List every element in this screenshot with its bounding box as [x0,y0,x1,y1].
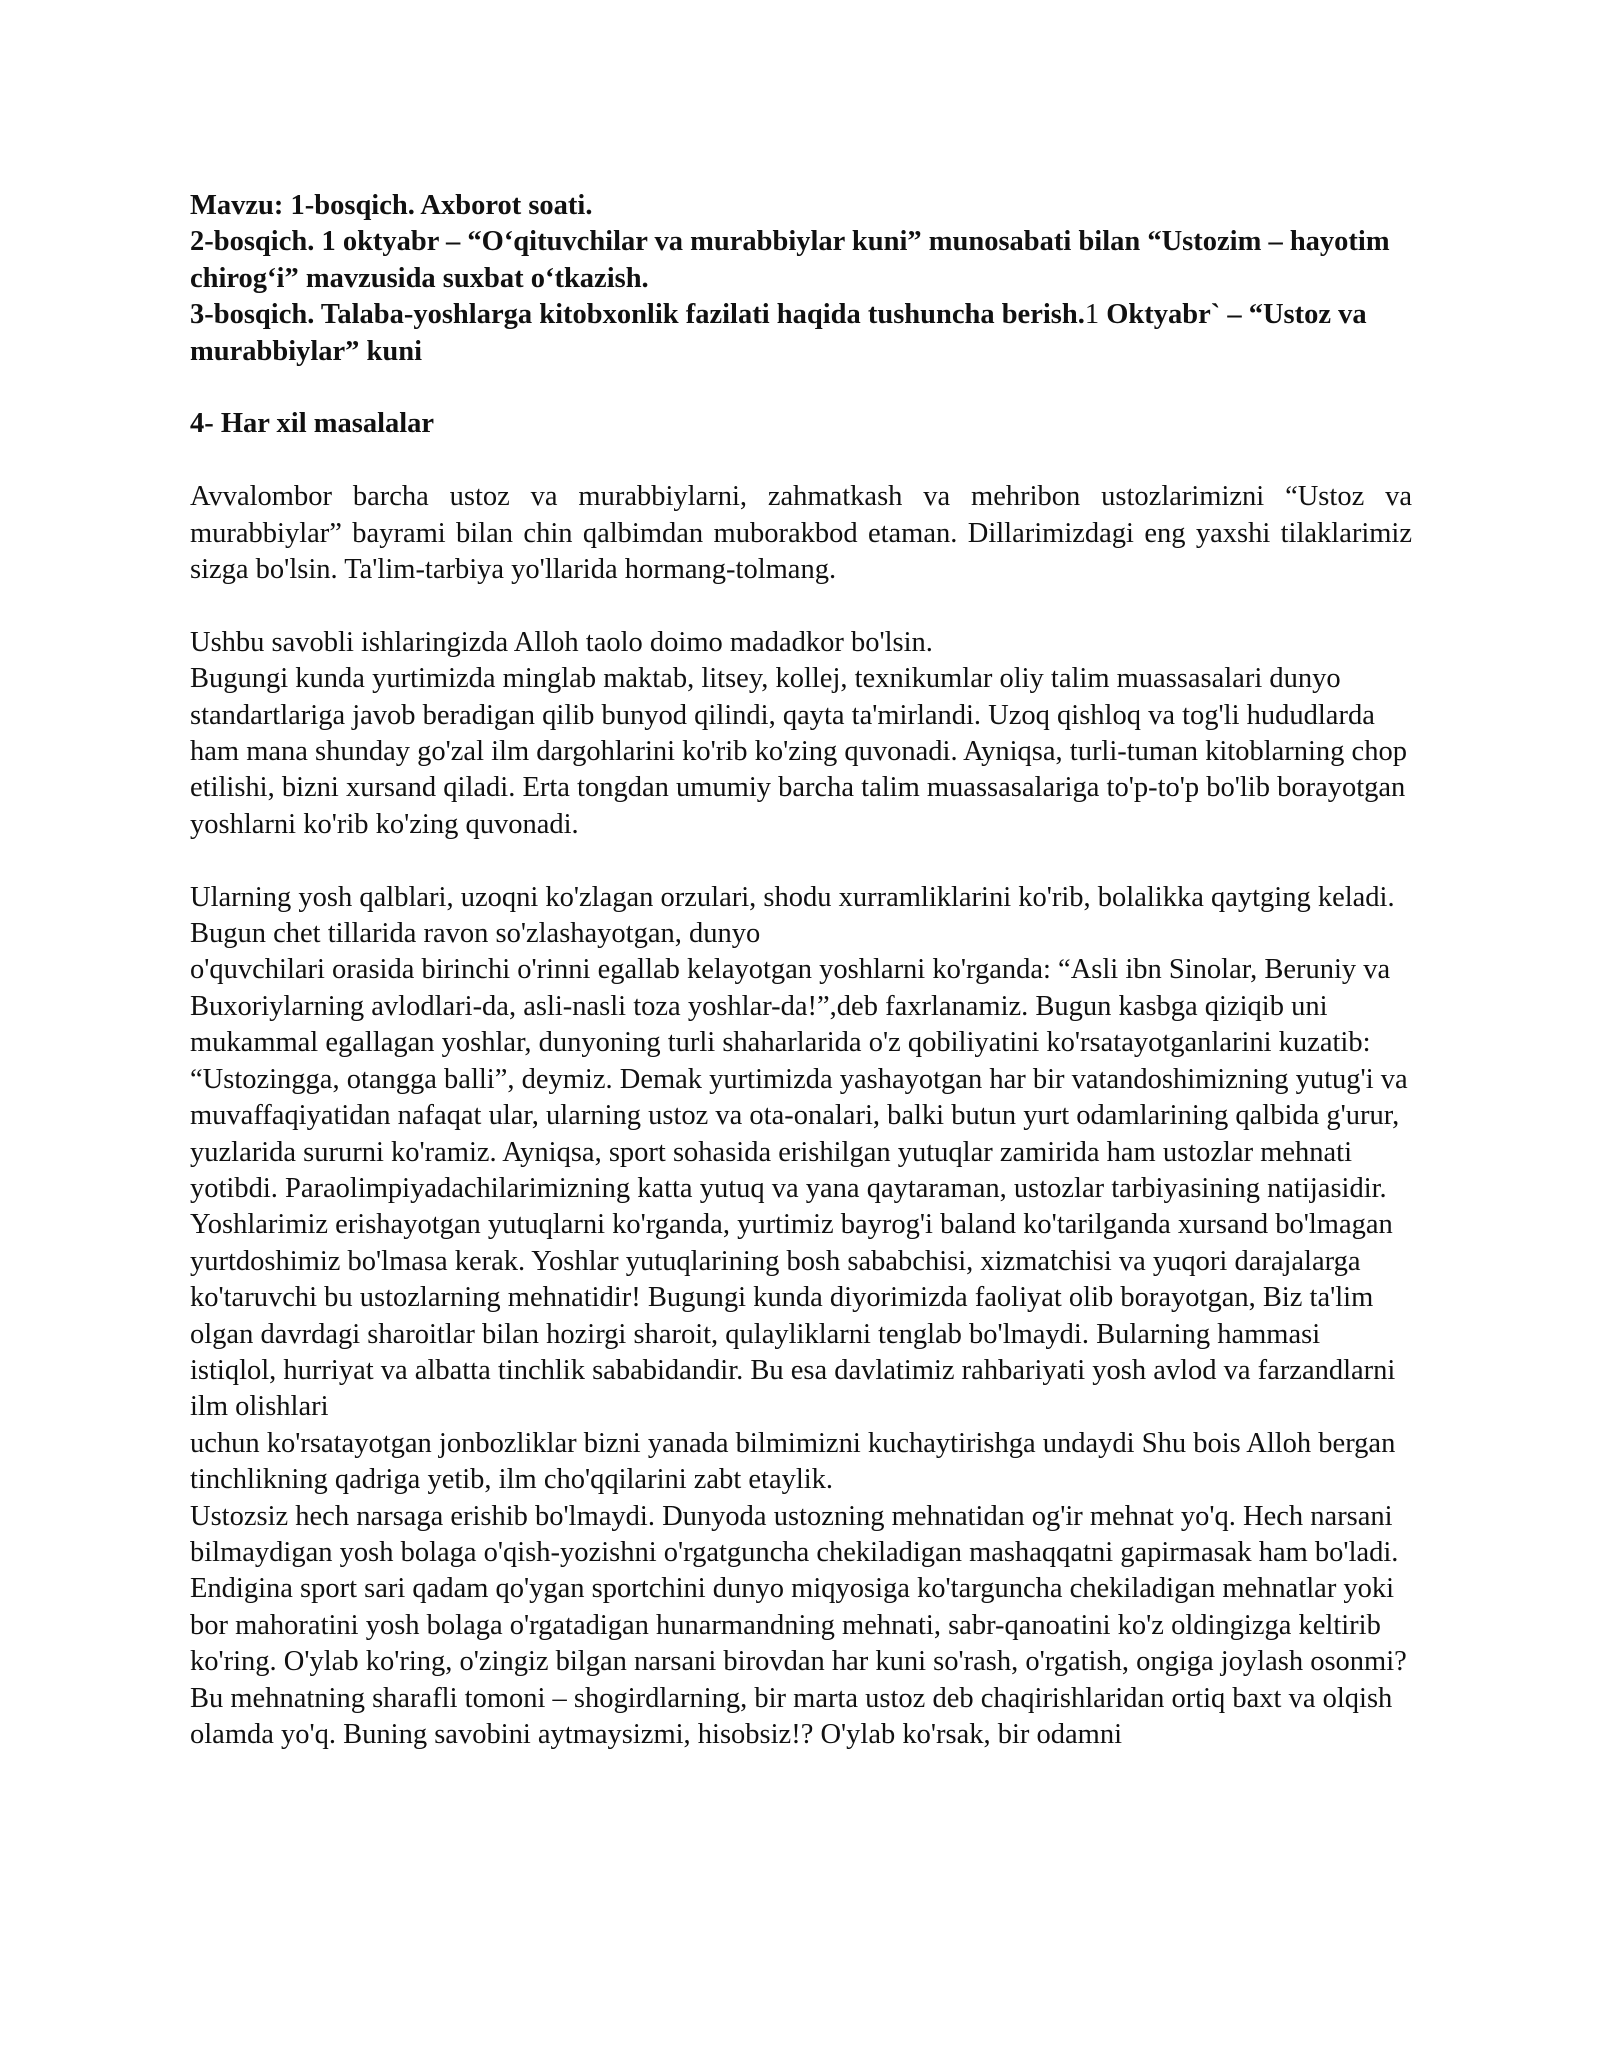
stage-3-bold-text: 3-bosqich. Talaba-yoshlarga kitobxonlik fazilati haqida tushuncha berish. [190,299,1085,331]
paragraph-teacher-labor: Ustozsiz hech narsaga erishib bo'lmaydi. Dunyoda ustozning mehnatidan og'ir mehnat yo'q. Hech narsani bilmaydigan yosh bolaga o'qish-yozishni o'rgatguncha chekiladigan mashaqqatni gapirmasak ham bo'ladi. Endigina sport sari qadam qo'ygan sportchini dunyo miqyosiga ko'targuncha chekiladigan mehnatlar yoki bor mahoratini yosh bolaga o'rgatadigan hunarmandning mehnati, sabr-qanoatini ko'z oldingizga keltirib ko'ring. O'ylab ko'ring, o'zingiz bilgan narsani birovdan har kuni so'rash, o'rgatish, ongiga joylash osonmi? Bu mehnatning sharafli tomoni – shogirdlarning, bir marta ustoz deb chaqirishlaridan ortiq baxt va olqish olamda yo'q. Buning savobini aytmaysizmi, hisobsiz!? O'ylab ko'rsak, bir odamni [190,1500,1407,1750]
paragraph-teacher-praise: “Ustozingga, otangga balli”, deymiz. Demak yurtimizda yashayotgan har bir vatandoshimizning yutug'i va muvaffaqiyatidan nafaqat ular, ularning ustoz va ota-onalari, balki butun yurt odamlarining qalbida g'urur, yuzlarida sururni ko'ramiz. Ayniqsa, sport sohasida erishilgan yutuqlar zamirida ham ustozlar mehnati yotibdi. Paraolimpiyadachilarimizning katta yutuq va yana qaytaraman, ustozlar tarbiyasining natijasidir. [190,1063,1408,1204]
paragraph-gap [190,843,1412,879]
document-header [190,188,1412,370]
paragraph-greeting: Avvalombor barcha ustoz va murabbiylarni, zahmatkash va mehribon ustozlarimizni “Ustoz va murabbiylar” bayrami bilan chin qalbimdan muborakbod etaman. Dillarimizdagi eng yaxshi tilaklarimiz sizga bo'lsin. Ta'lim-tarbiya yo'llarida hormang-tolmang. [190,481,1412,586]
paragraph-students-pride: o'quvchilari orasida birinchi o'rinni egallab kelayotgan yoshlarni ko'rganda: “Asli ibn Sinolar, Beruniy va Buxoriylarning avlodlari-da, asli-nasli toza yoshlar-da!”,deb faxrlanamiz. Bugun kasbga qiziqib uni mukammal egallagan yoshlar, dunyoning turli shaharlarida o'z qobiliyatini ko'rsatayotganlarini kuzatib: [190,954,1391,1059]
topic-line: Mavzu: 1-bosqich. Axborot soati. [190,190,593,221]
stage-3-tail-text: Oktyabr` – “Ustoz va murabbiylar” kuni [190,299,1367,367]
stage-3-line [190,297,1412,370]
paragraph-achievements: Yoshlarimiz erishayotgan yutuqlarni ko'rganda, yurtimiz bayrog'i baland ko'tarilganda xursand bo'lmagan yurtdoshimiz bo'lmasa kerak. Yoshlar yutuqlarining bosh sababchisi, xizmatchisi va yuqori darajalarga ko'taruvchi bu ustozlarning mehnatidir! Bugungi kunda diyorimizda faoliyat olib borayotgan, Biz ta'lim olgan davrdagi sharoitlar bilan hozirgi sharoit, qulayliklarni tenglab bo'lmaydi. Bularning hammasi istiqlol, hurriyat va albatta tinchlik sababidandir. Bu esa davlatimiz rahbariyati yosh avlod va farzandlarni ilm olishlari [190,1209,1396,1423]
stage-2-line: 2-bosqich. 1 oktyabr – “O‘qituvchilar va murabbiylar kuni” munosabati bilan “Ustozim – hayotim chirog‘i” mavzusida suxbat o‘tkazish. [190,226,1390,294]
paragraph-schools: Bugungi kunda yurtimizda minglab maktab, litsey, kollej, texnikumlar oliy talim muassasalari dunyo standartlariga javob beradigan qilib bunyod qilindi, qayta ta'mirlandi. Uzoq qishloq va tog'li hududlarda ham mana shunday go'zal ilm dargohlarini ko'rib ko'zing quvonadi. Ayniqsa, turli-tuman kitoblarning chop etilishi, bizni xursand qiladi. Erta tongdan umumiy barcha talim muassasalariga to'p-to'p bo'lib borayotgan yoshlarni ko'rib ko'zing quvonadi. [190,663,1407,840]
paragraph-peace: uchun ko'rsatayotgan jonbozliklar bizni yanada bilmimizni kuchaytirishga undaydi Shu bois Alloh bergan tinchlikning qadriga yetib, ilm cho'qqilarini zabt etaylik. [190,1427,1396,1496]
paragraph-youth-hearts: Ularning yosh qalblari, uzoqni ko'zlagan orzulari, shodu xurramliklarini ko'rib, bolalikka qaytging keladi. Bugun chet tillarida ravon so'zlashayotgan, dunyo [190,881,1395,950]
document-page [190,188,1412,1753]
paragraph-gap [190,588,1412,624]
paragraph-blessing: Ushbu savobli ishlaringizda Alloh taolo doimo madadkor bo'lsin. [190,626,933,658]
stage-3-plain-number: 1 [1084,299,1100,331]
section-title: 4- Har xil masalalar [190,408,435,440]
